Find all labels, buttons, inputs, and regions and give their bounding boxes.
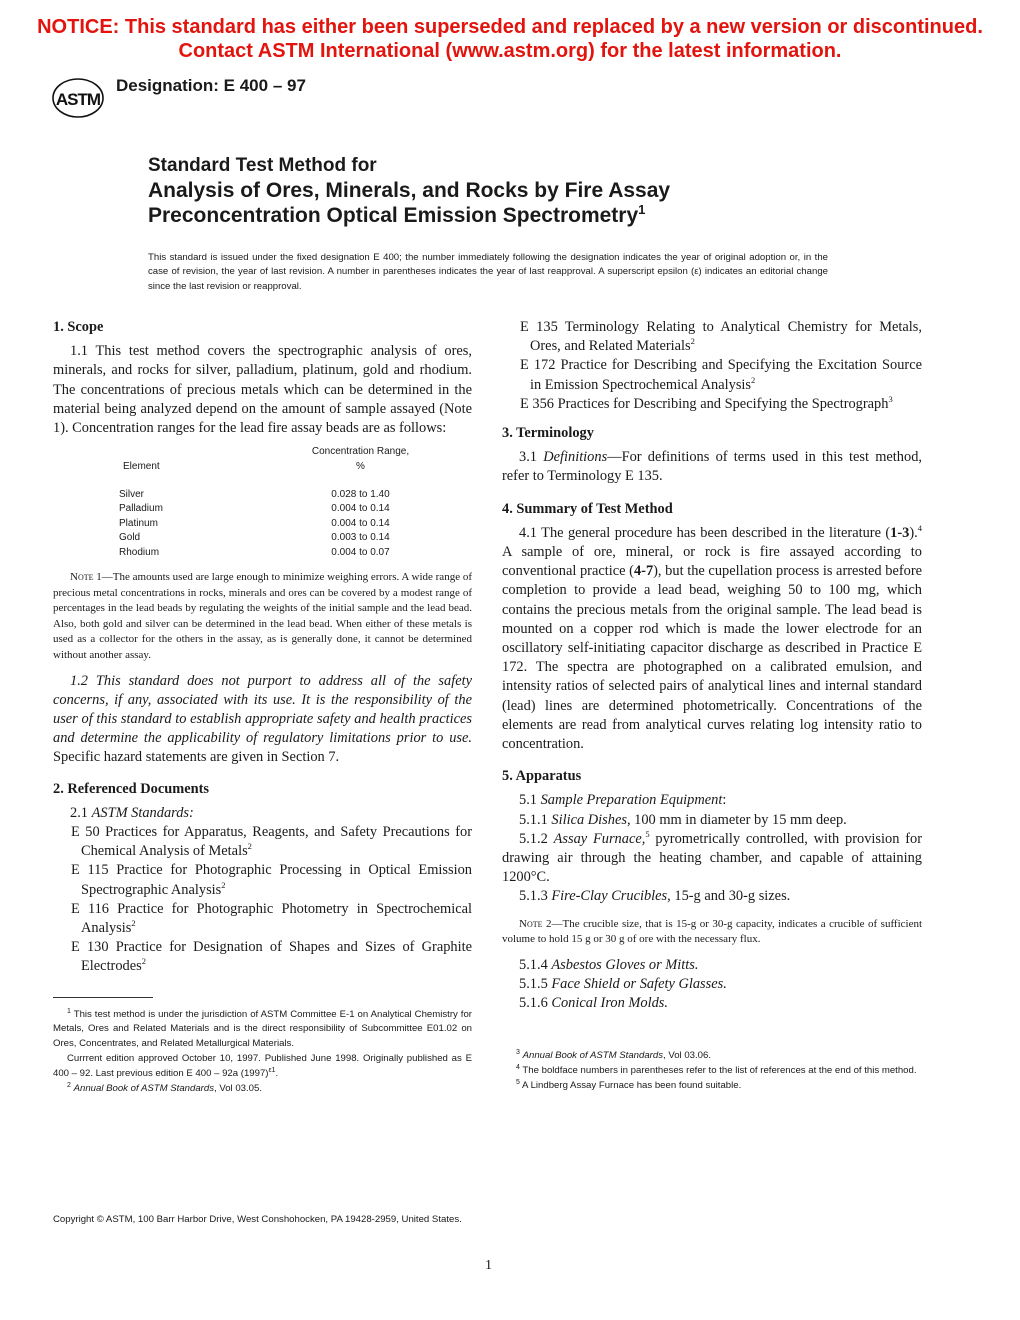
issuance-statement: This standard is issued under the fixed designation E 400; the number immediately following the designation indicates the year of original adoption or, in the case of revision, the year of last revision. A number in parentheses indicates the year of last reapproval. A superscript epsilon (ε) indicates an editorial change since the last revision or reapproval. bbox=[148, 252, 828, 292]
footnote-1-edition: Currrent edition approved October 10, 1997. Published June 1998. Originally published as E 400 – 92. Last previous edition E 400 – 92a $(1997)^{\varepsilon 1}$. bbox=[53, 1053, 472, 1079]
reference-item: E 116 Practice for Photographic Photometry in Spectrochemical Analysis$^2$ bbox=[71, 900, 472, 937]
page-number: 1 bbox=[485, 1258, 492, 1273]
supersession-notice bbox=[0, 15, 1020, 63]
table-header-element: Element bbox=[123, 460, 160, 472]
footnote-divider bbox=[53, 997, 153, 998]
footnote-1: $^1$ This test method is under the jurisdiction of ASTM Committee E-1 on Analytical Chemistry for Metals, Ores and Related Materials and is the direct responsibility of Subcommittee E01.02 on Ores, Concentrates, and Related Metallurgical Materials. bbox=[53, 1007, 472, 1050]
paragraph-1-2: 1.2 This standard does not purport to address all of the safety concerns, if any, associated with its use. It is the responsibility of the user of this standard to establish appropriate safety and health practices and determine the applicability of regulatory limitations prior to use. Specific hazard statements are given in Section 7. bbox=[53, 672, 472, 766]
reference-item: E 135 Terminology Relating to Analytical Chemistry for Metals, Ores, and Related Materials$^2$ bbox=[520, 319, 922, 355]
subsection-5-1-2: 5.1.2 Assay Furnace,$^5$ pyrometrically controlled, with provision for drawing air through the heating chamber, and capable of attaining 1200°C. bbox=[502, 829, 922, 886]
paragraph-3-1: 3.1 Definitions—For definitions of terms used in this test method, refer to Terminology E 135. bbox=[502, 449, 922, 485]
table-row: Platinum 0.004 to 0.14 bbox=[119, 517, 390, 529]
right-column bbox=[502, 318, 922, 1094]
reference-item: E 50 Practices for Apparatus, Reagents, and Safety Precautions for Chemical Analysis of Metals$^2$ bbox=[71, 824, 472, 860]
reference-item: E 172 Practice for Describing and Specifying the Excitation Source in Emission Spectrochemical Analysis$^2$ bbox=[520, 357, 922, 393]
footnote-2: $^2$ Annual Book of ASTM Standards, Vol 03.05. bbox=[67, 1081, 263, 1094]
table-row: Gold 0.003 to 0.14 bbox=[119, 532, 390, 544]
subsection-5-1-1: 5.1.1 Silica Dishes, 100 mm in diameter by 15 mm deep. bbox=[519, 811, 847, 828]
subsection-5-1-6: 5.1.6 Conical Iron Molds. bbox=[519, 995, 668, 1012]
section-heading-scope: 1. Scope bbox=[53, 319, 104, 335]
copyright-line: Copyright © ASTM, 100 Barr Harbor Drive, West Conshohocken, PA 19428-2959, United States. bbox=[53, 1214, 462, 1225]
concentration-table bbox=[119, 445, 448, 560]
paragraph-1-1: 1.1 This test method covers the spectrographic analysis of ores, minerals, and rocks for silver, palladium, platinum, gold and rhodium. The concentrations of precious metals which can be determined in the material being analyzed depend on the amount of sample assayed (Note 1). Concentration ranges for the lead fire assay beads are as follows: bbox=[53, 343, 472, 437]
title-line-2: Analysis of Ores, Minerals, and Rocks by Fire Assay bbox=[148, 179, 671, 202]
footnote-5: $^5$ A Lindberg Assay Furnace has been found suitable. bbox=[516, 1078, 742, 1092]
logo-text: ASTM bbox=[55, 90, 101, 109]
footnotes-right bbox=[502, 1049, 922, 1093]
subsection-2-1: 2.1 ASTM Standards: bbox=[70, 804, 194, 821]
subsection-5-1-4: 5.1.4 Asbestos Gloves or Mitts. bbox=[519, 956, 699, 973]
notice-line-2: Contact ASTM International (www.astm.org) for the latest information. bbox=[178, 40, 842, 62]
astm-logo-icon bbox=[52, 78, 104, 118]
table-row: Rhodium 0.004 to 0.07 bbox=[119, 546, 390, 558]
title-line-3: Preconcentration Optical Emission Spectrometry$^1$ bbox=[148, 202, 646, 227]
note-1: Note 1—The amounts used are large enough to minimize weighing errors. A wide range of precious metal concentrations in rocks, minerals and ores can be covered by a modest range of percentages in the lead beads by regulating the weights of the initial sample and the lead bead. Also, both gold and silver can be determined in the lead bead. When either of these metals is used as a collector for the others in the assay, as is generally done, it cannot be determined without another assay. bbox=[53, 571, 472, 662]
footnote-4: $^4$ The boldface numbers in parentheses refer to the list of references at the end of this method. bbox=[516, 1064, 917, 1077]
table-row: Silver 0.028 to 1.40 bbox=[119, 489, 390, 501]
subsection-5-1-3: 5.1.3 Fire-Clay Crucibles, 15-g and 30-g sizes. bbox=[519, 888, 791, 905]
notice-line-1: NOTICE: This standard has either been superseded and replaced by a new version or discontinued. bbox=[37, 16, 983, 38]
section-heading-summary: 4. Summary of Test Method bbox=[502, 500, 673, 517]
table-header-range: Concentration Range, % bbox=[311, 446, 410, 472]
footnotes-left bbox=[53, 1008, 472, 1097]
table-row: Palladium 0.004 to 0.14 bbox=[119, 503, 390, 515]
reference-item: E 130 Practice for Designation of Shapes and Sizes of Graphite Electrodes$^2$ bbox=[71, 939, 472, 975]
section-heading-terminology: 3. Terminology bbox=[502, 425, 594, 442]
document-title bbox=[148, 154, 670, 228]
reference-item: E 115 Practice for Photographic Processing in Optical Emission Spectrographic Analysis$^2$ bbox=[71, 862, 472, 898]
note-2: Note 2—The crucible size, that is 15-g or 30-g capacity, indicates a crucible of sufficient volume to hold 15 g or 30 g of ore with the necessary flux. bbox=[502, 917, 923, 946]
title-footnote-mark: 1 bbox=[638, 202, 646, 217]
designation: Designation: E 400 – 97 bbox=[116, 76, 306, 95]
section-heading-apparatus: 5. Apparatus bbox=[502, 768, 582, 785]
left-column bbox=[53, 318, 472, 1096]
subsection-5-1-5: 5.1.5 Face Shield or Safety Glasses. bbox=[519, 976, 727, 993]
title-line-1: Standard Test Method for bbox=[148, 155, 377, 176]
subsection-5-1: 5.1 Sample Preparation Equipment: bbox=[519, 792, 727, 809]
footnote-3: $^3$ Annual Book of ASTM Standards, Vol 03.06. bbox=[516, 1049, 712, 1062]
section-heading-referenced-documents: 2. Referenced Documents bbox=[53, 780, 209, 797]
reference-item: E 356 Practices for Describing and Specifying the Spectrograph$^3$ bbox=[520, 394, 893, 412]
paragraph-4-1: 4.1 The general procedure has been described in the literature (1-3).$^4$ A sample of ore, mineral, or rock is fire assayed according to conventional practice (4-7), but the cupellation process is arrested before completion to provide a lead bead, weighing 50 to 100 mg, which contains the precious metals from the original sample. The lead bead is mounted on a copper rod which is made the lower electrode for an oscillatory self-initiating capacitor discharge as described in Practice E 172. The spectra are photographed on a calibrated emulsion, and intensity ratios of selected pairs of analytical lines and internal standard (lead) lines are determined photometrically. Concentrations of the elements are read from analytical curves relating log intensity ratio to concentration. bbox=[502, 523, 922, 753]
